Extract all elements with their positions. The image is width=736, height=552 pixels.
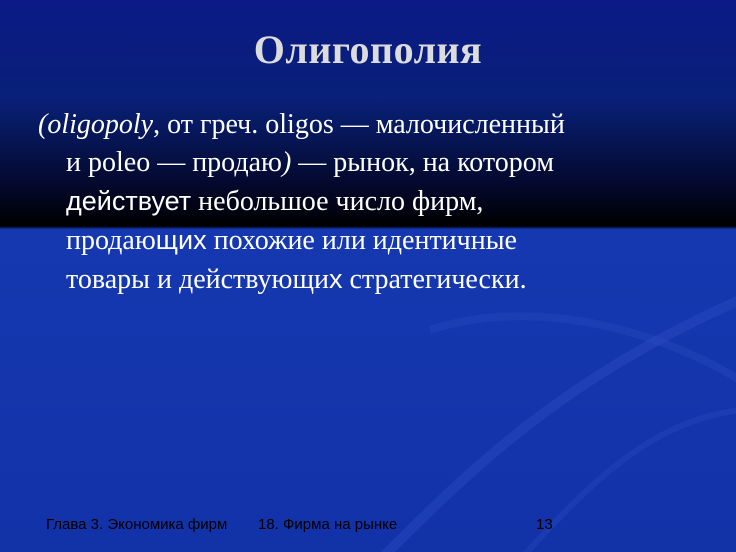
line-2-a: и poleo — продаю [66, 147, 282, 178]
line-5-c: стратегически. [342, 264, 527, 295]
open-paren: ( [38, 109, 48, 140]
line-5-a: товары и действующи [66, 264, 329, 295]
line-2-b: — рынок, на котором [291, 147, 554, 178]
slide-number: 13 [536, 516, 553, 533]
definition-line-3 [38, 182, 718, 221]
footer-chapter: Глава 3. Экономика фирм [46, 516, 228, 533]
footer-section: 18. Фирма на рынке [258, 516, 398, 533]
close-paren: ) [281, 147, 292, 178]
definition-line-5 [38, 260, 718, 299]
term-english: oligopoly [47, 109, 154, 140]
line-3-b: небольшое число фирм, [191, 186, 484, 217]
line-4-a: продаю [66, 225, 156, 256]
line-5-b: х [329, 264, 343, 294]
definition-text [38, 106, 718, 299]
definition-line-2 [38, 144, 718, 182]
line-1-rest: , от греч. oligos — малочисленный [153, 109, 565, 140]
line-3-a: действует [66, 186, 192, 216]
definition-line-1 [38, 106, 718, 144]
line-4-b: щих [155, 225, 207, 255]
line-4-c: похожие или идентичные [206, 225, 517, 256]
definition-line-4 [38, 221, 718, 260]
slide-title: Олигополия [253, 27, 483, 72]
